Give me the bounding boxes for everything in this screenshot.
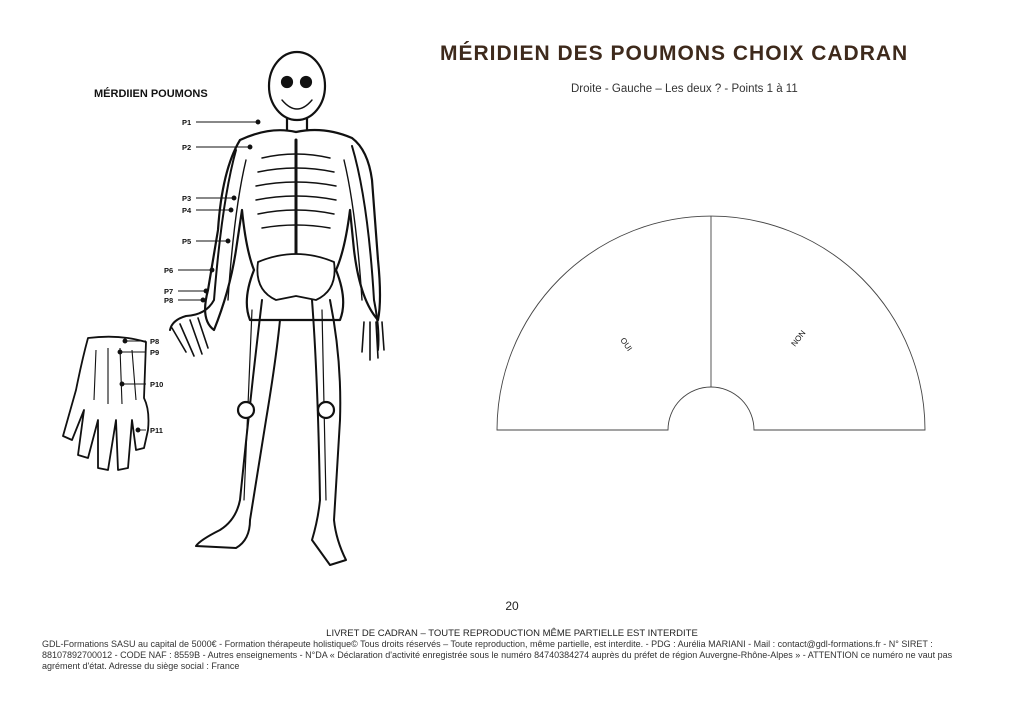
point-label-p3: P3 [182,194,192,203]
dial-label-non: NON [789,328,808,349]
figure-heading: MÉRDIIEN POUMONS [94,88,208,100]
point-label-p6: P6 [164,266,174,275]
point-label-p8: P8 [164,296,174,305]
hand-point-label-p8: P8 [150,337,160,346]
hand-point-label-p10: P10 [150,380,164,389]
pendulum-dial [497,216,925,430]
page-number: 20 [505,599,519,613]
footer-warning: LIVRET DE CADRAN – TOUTE REPRODUCTION MÊME PARTIELLE EST INTERDITE [326,628,698,639]
hand-point-label-p9: P9 [150,348,160,357]
hand-detail [63,337,149,470]
page-subtitle: Droite - Gauche – Les deux ? - Points 1 à 11 [571,83,798,95]
footer-legal-text: GDL-Formations SASU au capital de 5000€ - Formation thérapeute holistique© Tous droits réservés – Toute reproduction, même partielle, est interdite. - PDG : Aurélia MARIANI - Mail : contact@gdl-formations.fr - N° SIRET : 88107892700012 - CODE NAF : 8559B - Autres enseignements - N°DA « Déclaration d'activité enregistrée sous le numéro 84740384274 auprès du préfet de région Auvergne-Rhône-Alpes » - ATTENTION ce numéro ne vaut pas agrément d'état. Adresse du siège social : France [42,639,953,671]
dial-label-oui: OUI [618,335,634,353]
page-title: MÉRIDIEN DES POUMONS CHOIX CADRAN [440,42,909,65]
point-label-p5: P5 [182,237,192,246]
point-label-p4: P4 [182,206,192,215]
skeleton-figure [170,52,384,565]
point-label-p1: P1 [182,118,192,127]
hand-point-label-p11: P11 [150,426,163,435]
point-label-p7: P7 [164,287,174,296]
point-label-p2: P2 [182,143,192,152]
